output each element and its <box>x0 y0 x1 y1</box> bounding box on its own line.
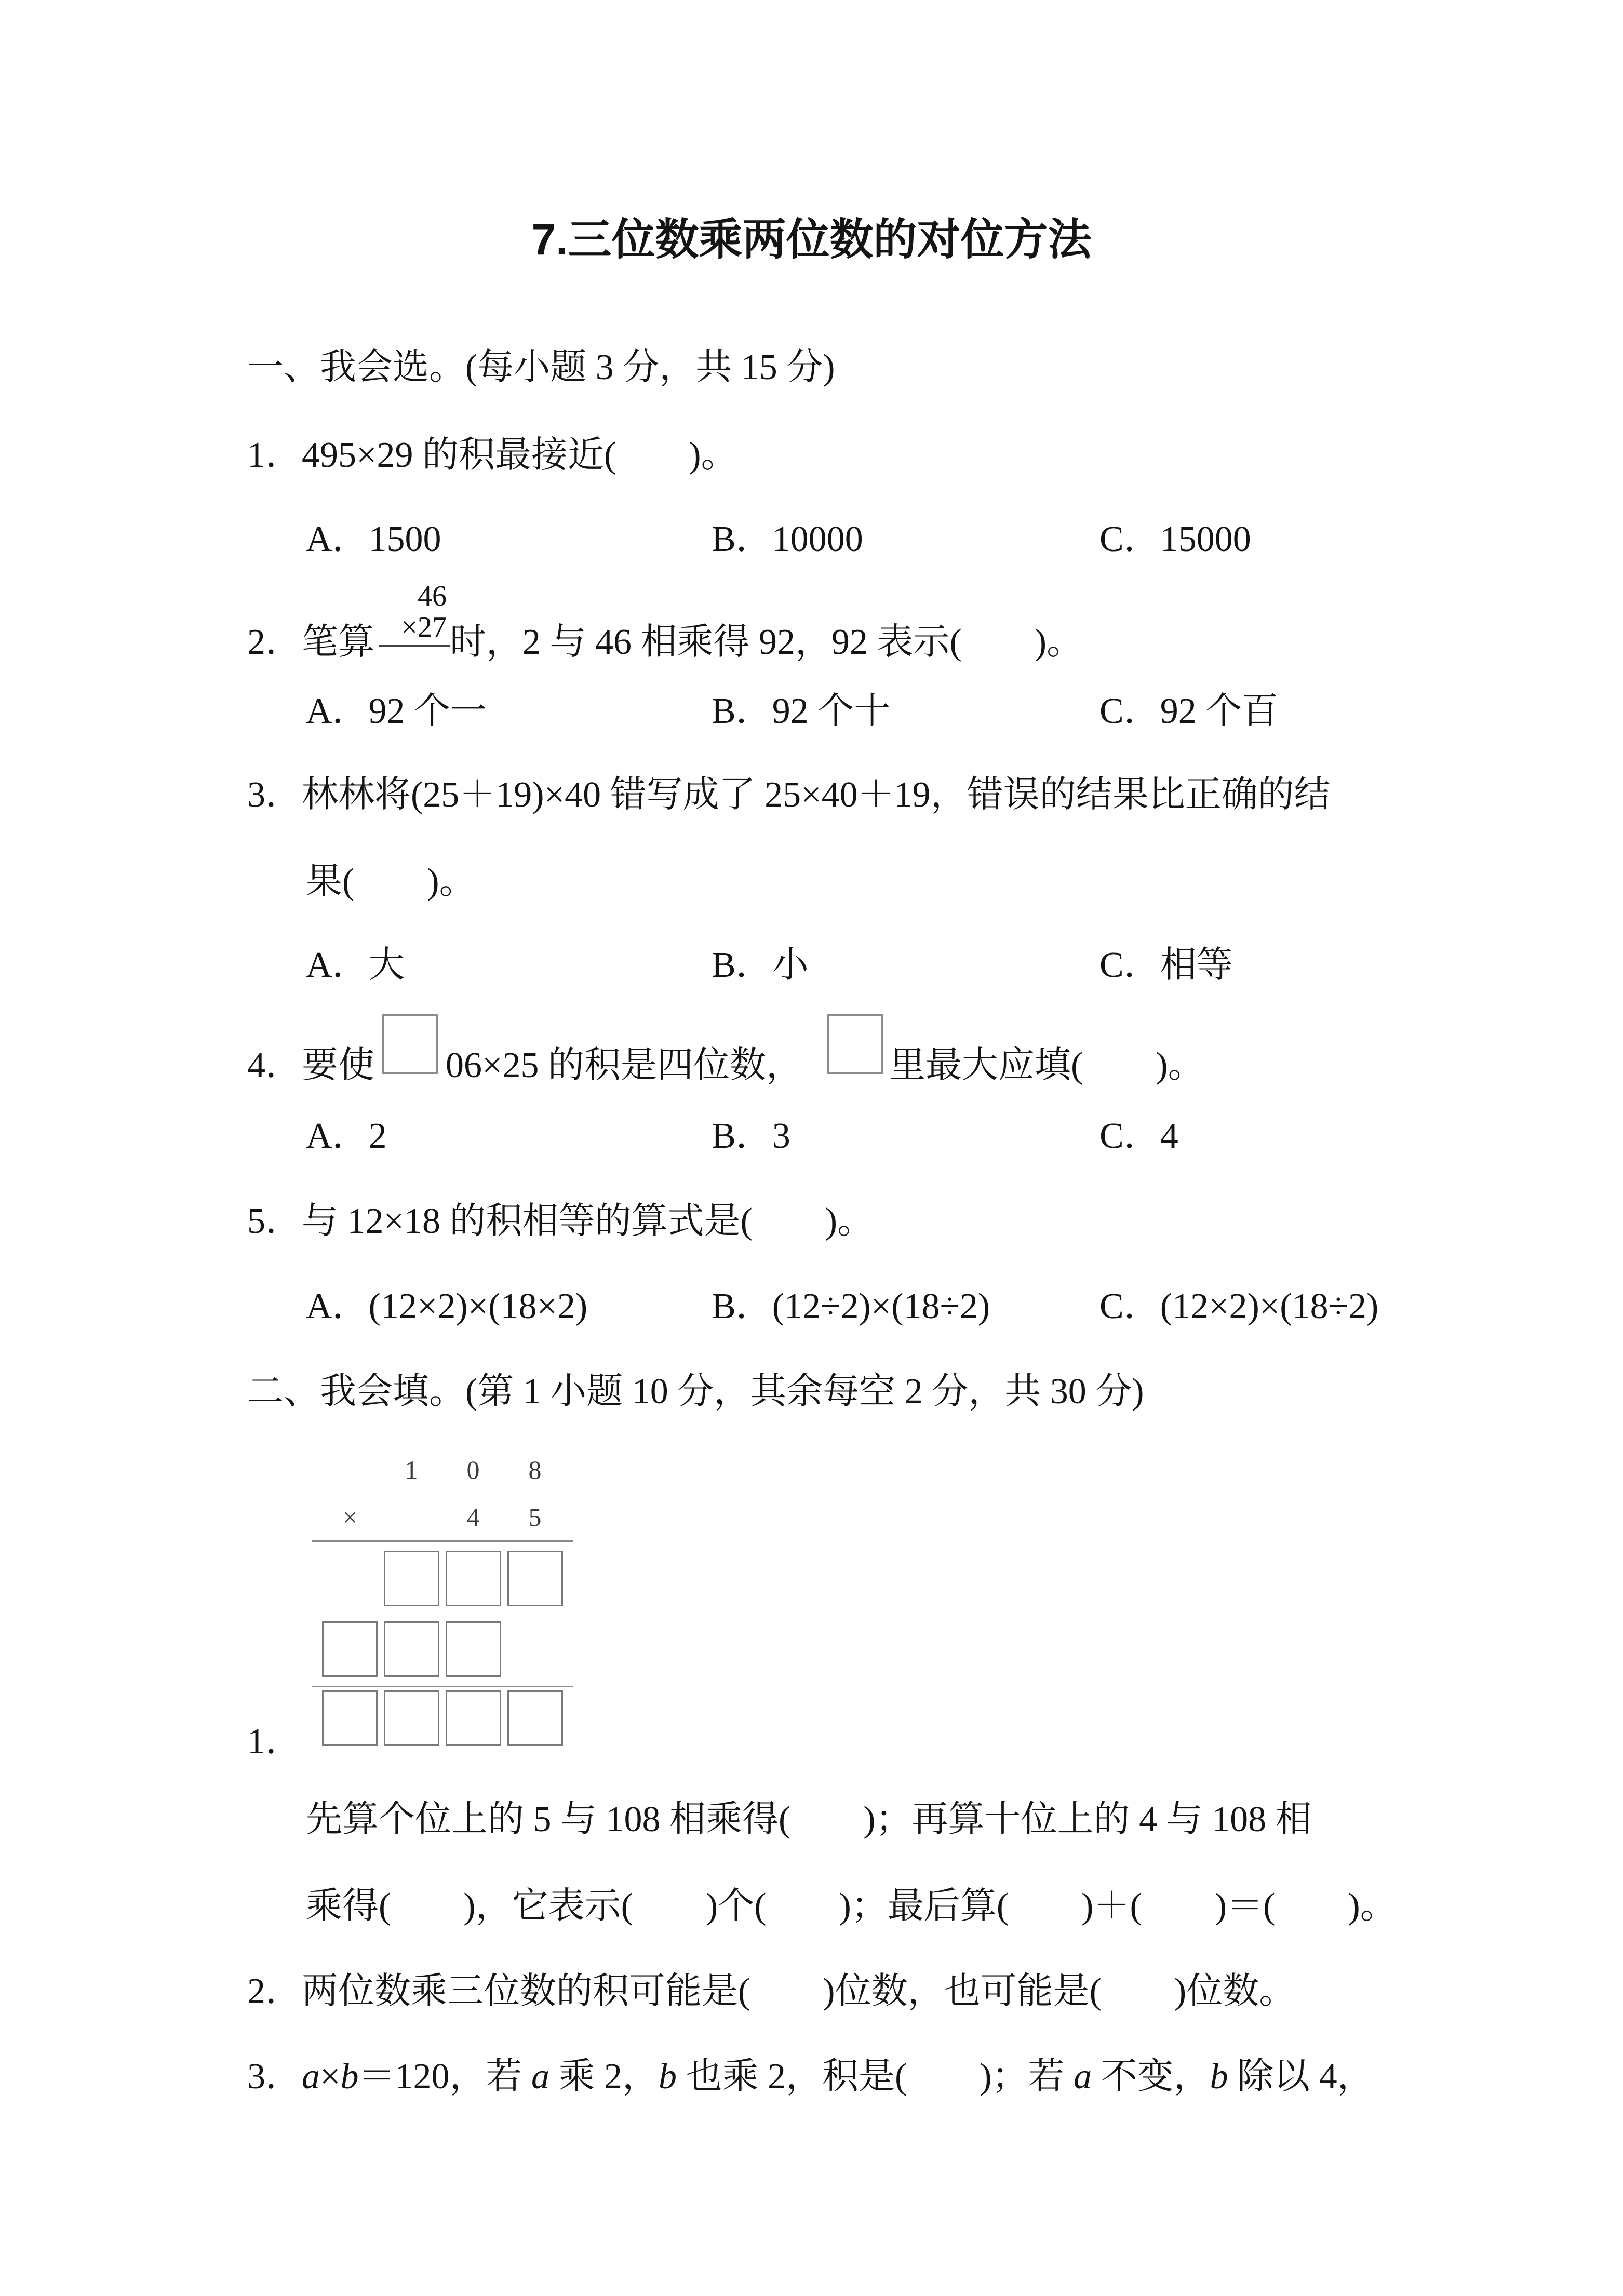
product-box <box>322 1690 378 1746</box>
calculation-rule <box>312 1540 573 1542</box>
question-stem-part-3: 里最大应填( )。 <box>889 1045 1204 1085</box>
variable-b: b <box>340 2057 359 2097</box>
fill-question-2: 2．两位数乘三位数的积可能是( )位数，也可能是( )位数。 <box>247 1971 1296 2011</box>
option-b: B．3 <box>712 1116 790 1156</box>
section-heading-choice: 一、我会选。(每小题 3 分，共 15 分) <box>247 347 835 387</box>
inline-vertical-multiplication <box>379 581 450 647</box>
question-stem-suffix: 时，2 与 46 相乘得 92，92 表示( )。 <box>450 622 1083 662</box>
question-stem-prefix: 2．笔算 <box>247 622 374 662</box>
question-stem-line-1: 3．林林将(25＋19)×40 错写成了 25×40＋19，错误的结果比正确的结 <box>247 775 1331 815</box>
question-stem-part-2: 06×25 的积是四位数， <box>446 1045 802 1085</box>
variable-a: a <box>1074 2057 1092 2097</box>
variable-a: a <box>302 2057 320 2097</box>
option-c: C．15000 <box>1099 519 1251 559</box>
question-stem: 1．495×29 的积最接近( )。 <box>247 435 737 475</box>
option-a: A．2 <box>306 1116 387 1156</box>
option-b: B．92 个十 <box>712 691 891 731</box>
option-c: C．(12×2)×(18÷2) <box>1099 1286 1379 1326</box>
option-a: A．1500 <box>306 519 441 559</box>
question-stem-line-2: 果( )。 <box>306 862 476 902</box>
option-b: B．小 <box>712 945 809 985</box>
blank-square-box <box>382 1014 438 1074</box>
calculation-rule <box>312 1686 573 1687</box>
partial-product-2-box <box>384 1621 439 1677</box>
product-box <box>507 1690 563 1746</box>
multiply-sign: × <box>342 1502 358 1532</box>
product-box <box>384 1690 439 1746</box>
partial-product-1-box <box>507 1551 563 1606</box>
partial-product-1-box <box>384 1551 439 1606</box>
text-segment: 乘 2， <box>549 2057 659 2097</box>
partial-product-2-box <box>446 1621 501 1677</box>
option-c: C．92 个百 <box>1099 691 1279 731</box>
question-stem: 5．与 12×18 的积相等的算式是( )。 <box>247 1201 874 1241</box>
text-segment: 也乘 2，积是( )；若 <box>676 2057 1074 2097</box>
option-b: B．(12÷2)×(18÷2) <box>712 1286 990 1326</box>
multiplier: ×27 <box>401 611 447 643</box>
text-segment: × <box>320 2057 341 2097</box>
product-box <box>446 1690 501 1746</box>
fill-text-line-1: 先算个位上的 5 与 108 相乘得( )；再算十位上的 4 与 108 相 <box>306 1800 1312 1840</box>
blank-square-box <box>827 1014 883 1074</box>
option-c: C．相等 <box>1099 945 1233 985</box>
multiplicand-digit: 8 <box>528 1455 542 1484</box>
variable-b: b <box>1210 2057 1228 2097</box>
option-a: A．92 个一 <box>306 691 487 731</box>
option-c: C．4 <box>1099 1116 1178 1156</box>
text-segment: ＝120，若 <box>358 2057 531 2097</box>
option-a: A．(12×2)×(18×2) <box>306 1286 588 1326</box>
multiplier-digit: 4 <box>466 1502 480 1532</box>
partial-product-2-box <box>322 1621 378 1677</box>
option-a: A．大 <box>306 945 405 985</box>
multiplier-digit: 5 <box>528 1502 542 1532</box>
multiplicand-digit: 1 <box>405 1455 418 1484</box>
question-stem-part-1: 4．要使 <box>247 1045 374 1085</box>
text-segment: 除以 4， <box>1228 2057 1374 2097</box>
fill-question-3 <box>247 2056 1374 2098</box>
section-heading-fill: 二、我会填。(第 1 小题 10 分，其余每空 2 分，共 30 分) <box>247 1372 1144 1412</box>
multiplicand-digit: 0 <box>466 1455 480 1484</box>
variable-a: a <box>531 2057 549 2097</box>
partial-product-1-box <box>446 1551 501 1606</box>
option-b: B．10000 <box>712 519 863 559</box>
fill-text-line-2: 乘得( )，它表示( )个( )；最后算( )＋( )＝( )。 <box>306 1886 1397 1926</box>
multiplicand: 46 <box>418 580 447 612</box>
text-segment: 不变， <box>1092 2057 1210 2097</box>
question-number: 1． <box>247 1722 302 1762</box>
variable-b: b <box>658 2057 677 2097</box>
page-title: 7.三位数乘两位数的对位方法 <box>531 215 1092 264</box>
question-number: 3． <box>247 2057 302 2097</box>
